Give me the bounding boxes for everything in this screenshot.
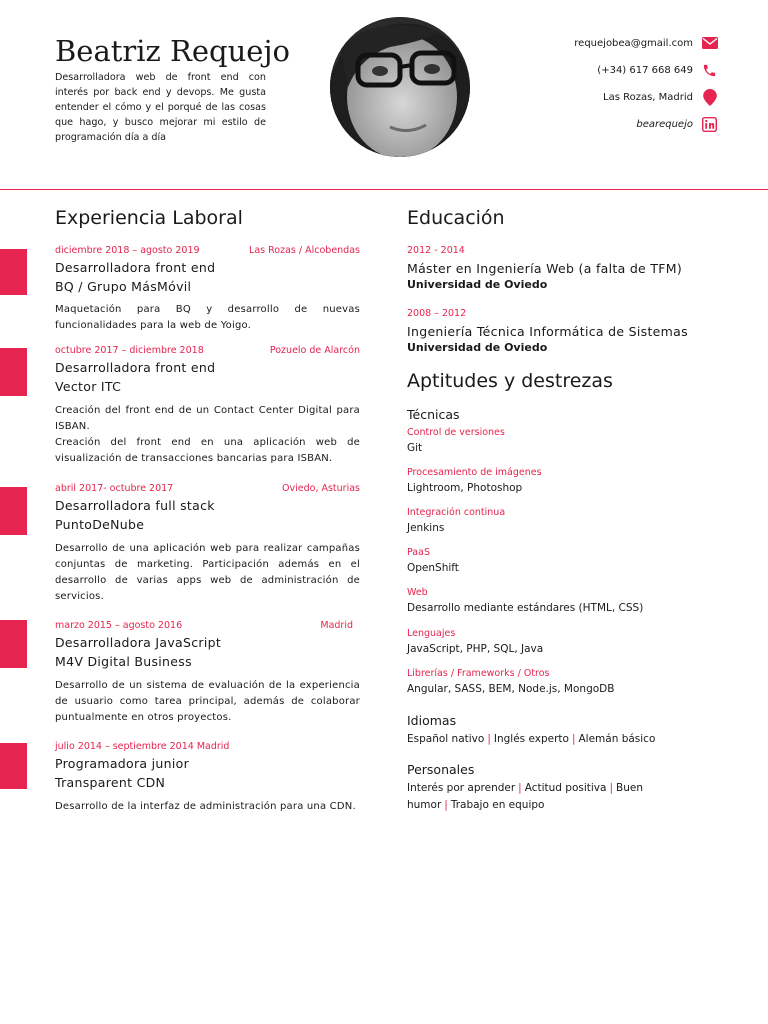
education-school: Universidad de Oviedo <box>407 278 548 291</box>
candidate-name: Beatriz Requejo <box>55 34 290 68</box>
skill-value: Desarrollo mediante estándares (HTML, CSS) <box>407 602 644 614</box>
skill-value: Git <box>407 442 423 454</box>
skill-category: Librerías / Frameworks / Otros <box>407 668 550 679</box>
job-marker <box>0 620 27 668</box>
education-degree: Ingeniería Técnica Informática de Sistemas <box>407 324 688 339</box>
skill-category: PaaS <box>407 547 430 558</box>
job-company: M4V Digital Business <box>55 654 192 669</box>
skill-item <box>407 426 727 456</box>
job-entry <box>55 245 360 334</box>
job-entry <box>55 620 360 726</box>
skill-category: Web <box>407 587 428 598</box>
skills-section-title: Aptitudes y destrezas <box>407 370 613 392</box>
job-role: Programadora junior <box>55 756 190 771</box>
job-location: Las Rozas / Alcobendas <box>249 245 360 256</box>
job-description: Desarrollo de la interfaz de administración para una CDN. <box>55 801 356 812</box>
personal-item: Actitud positiva <box>524 782 607 794</box>
job-location: Oviedo, Asturias <box>282 483 360 494</box>
skill-item <box>407 586 727 616</box>
job-description: Maquetación para BQ y desarrollo de nuevas funcionalidades para la web de Yoigo. <box>55 304 360 331</box>
skill-value: Angular, SASS, BEM, Node.js, MongoDB <box>407 683 615 695</box>
education-entry <box>407 308 727 356</box>
job-marker <box>0 249 27 295</box>
job-dates: octubre 2017 – diciembre 2018 <box>55 345 204 356</box>
linkedin-text[interactable]: bearequejo <box>636 118 693 130</box>
job-company: Transparent CDN <box>55 775 166 790</box>
skill-item <box>407 466 727 496</box>
job-marker <box>0 743 27 789</box>
job-description: Desarrollo de una aplicación web para realizar campañas conjuntas de marketing. Participación además en el desarrollo de varias apps web de administración de servicios. <box>55 543 360 602</box>
education-entry <box>407 245 727 293</box>
skill-category: Lenguajes <box>407 628 456 639</box>
location-text: Las Rozas, Madrid <box>603 91 693 103</box>
education-years: 2008 – 2012 <box>407 308 467 319</box>
education-section-title: Educación <box>407 207 505 229</box>
linkedin-icon[interactable] <box>701 116 718 133</box>
job-marker <box>0 487 27 535</box>
job-company: BQ / Grupo MásMóvil <box>55 279 192 294</box>
skill-item <box>407 546 727 576</box>
languages-heading: Idiomas <box>407 713 457 728</box>
job-location: Pozuelo de Alarcón <box>269 345 360 356</box>
portrait-image <box>330 17 470 157</box>
skill-value: OpenShift <box>407 562 459 574</box>
language-item: Alemán básico <box>578 733 656 745</box>
job-entry <box>55 741 360 815</box>
phone-text[interactable]: (+34) 617 668 649 <box>597 64 693 76</box>
job-role: Desarrolladora front end <box>55 260 216 275</box>
skill-category: Procesamiento de imágenes <box>407 467 542 478</box>
language-item: Español nativo <box>407 733 485 745</box>
skill-value: JavaScript, PHP, SQL, Java <box>407 643 544 655</box>
job-dates: julio 2014 – septiembre 2014 Madrid <box>55 741 230 752</box>
contact-location <box>603 87 718 107</box>
experience-section-title: Experiencia Laboral <box>55 207 243 229</box>
separator: | <box>518 782 522 794</box>
job-entry <box>55 483 360 605</box>
separator: | <box>609 782 614 794</box>
job-role: Desarrolladora full stack <box>55 498 215 513</box>
job-role: Desarrolladora front end <box>55 360 216 375</box>
personal-list <box>407 780 662 813</box>
skill-item <box>407 667 727 697</box>
skill-value: Jenkins <box>407 522 445 534</box>
technical-skills-heading: Técnicas <box>407 407 460 422</box>
separator: | <box>444 798 448 811</box>
personal-item: Trabajo en equipo <box>450 798 545 811</box>
contact-email[interactable] <box>574 33 718 53</box>
contact-phone[interactable] <box>597 60 718 80</box>
separator: | <box>571 733 576 745</box>
job-dates: marzo 2015 – agosto 2016 <box>55 620 183 631</box>
job-marker <box>0 348 27 396</box>
skill-category: Integración continua <box>407 507 506 518</box>
skill-value: Lightroom, Photoshop <box>407 482 523 494</box>
skill-item <box>407 627 727 657</box>
email-icon <box>701 35 718 52</box>
personal-heading: Personales <box>407 762 475 777</box>
header-divider <box>0 189 768 190</box>
personal-item: Interés por aprender <box>407 782 516 794</box>
job-dates: abril 2017- octubre 2017 <box>55 483 174 494</box>
job-description: Desarrollo de un sistema de evaluación de la experiencia de usuario como tarea principal, además de colaborar puntualmente en otros proyectos. <box>55 680 360 723</box>
job-description: Creación del front end de un Contact Center Digital para ISBAN. <box>55 405 360 432</box>
skill-item <box>407 506 727 536</box>
job-dates: diciembre 2018 – agosto 2019 <box>55 245 200 256</box>
languages-list <box>407 731 727 748</box>
job-company: Vector ITC <box>55 379 122 394</box>
job-entry <box>55 345 360 467</box>
phone-icon <box>701 62 718 79</box>
language-item: Inglés experto <box>493 733 569 745</box>
profile-summary: Desarrolladora web de front end con interés por back end y devops. Me gusta entender el cómo y el porqué de las cosas que hago, y busco mejorar mi estilo de programación día a día <box>55 72 266 143</box>
job-company: PuntoDeNube <box>55 517 145 532</box>
job-location: Madrid <box>320 620 353 631</box>
education-school: Universidad de Oviedo <box>407 341 548 354</box>
job-description-extra: Creación del front end en una aplicación web de visualización de transacciones bancarias para ISBAN. <box>55 437 360 464</box>
email-text[interactable]: requejobea@gmail.com <box>574 37 693 49</box>
job-role: Desarrolladora JavaScript <box>55 635 222 650</box>
education-degree: Máster en Ingeniería Web (a falta de TFM) <box>407 261 683 276</box>
profile-photo <box>330 17 470 157</box>
separator: | <box>487 733 491 745</box>
skill-category: Control de versiones <box>407 427 505 438</box>
contact-linkedin[interactable] <box>636 114 718 134</box>
education-years: 2012 - 2014 <box>407 245 465 256</box>
personal-item: Buen humor <box>407 782 643 811</box>
location-pin-icon <box>701 89 718 106</box>
